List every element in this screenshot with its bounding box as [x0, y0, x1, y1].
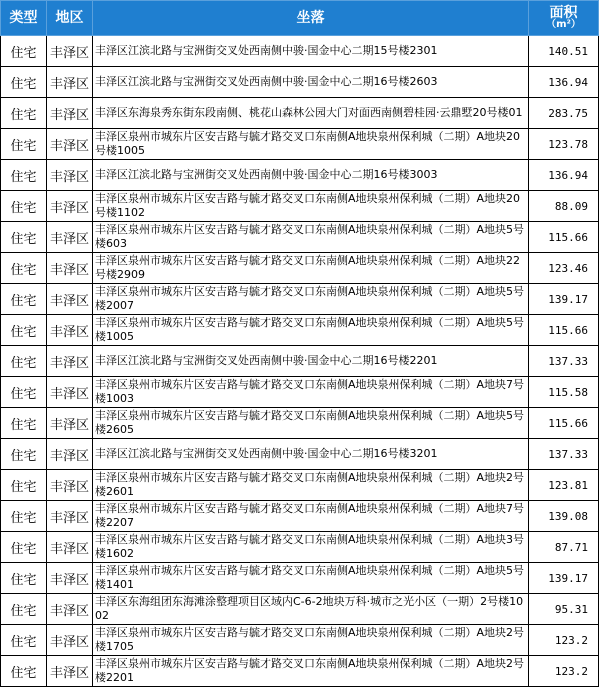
cell-type: 住宅 [1, 346, 47, 377]
header-area [529, 1, 599, 36]
cell-address: 丰泽区泉州市城东片区安吉路与毓才路交叉口东南侧A地块泉州保利城（二期）A地块3号楼1602 [93, 532, 529, 563]
cell-address: 丰泽区江滨北路与宝洲街交叉处西南侧中骏·国金中心二期16号楼3201 [93, 439, 529, 470]
cell-type: 住宅 [1, 253, 47, 284]
table-row [1, 501, 599, 532]
header-area-unit: （m²） [546, 19, 581, 30]
cell-address: 丰泽区东海组团东海滩涂整理项目区域内C-6-2地块万科·城市之光小区（一期）2号楼1002 [93, 594, 529, 625]
cell-area: 140.51 [529, 36, 599, 67]
cell-type: 住宅 [1, 656, 47, 687]
table-row [1, 284, 599, 315]
cell-type: 住宅 [1, 315, 47, 346]
cell-type: 住宅 [1, 501, 47, 532]
cell-type: 住宅 [1, 98, 47, 129]
cell-type: 住宅 [1, 377, 47, 408]
cell-district: 丰泽区 [47, 594, 93, 625]
cell-district: 丰泽区 [47, 129, 93, 160]
cell-type: 住宅 [1, 532, 47, 563]
table-row [1, 160, 599, 191]
table-row [1, 625, 599, 656]
cell-district: 丰泽区 [47, 408, 93, 439]
table-row [1, 98, 599, 129]
cell-district: 丰泽区 [47, 377, 93, 408]
cell-type: 住宅 [1, 625, 47, 656]
cell-type: 住宅 [1, 408, 47, 439]
table-row [1, 408, 599, 439]
cell-area: 123.78 [529, 129, 599, 160]
cell-area: 115.66 [529, 222, 599, 253]
table-header-row [1, 1, 599, 36]
cell-address: 丰泽区泉州市城东片区安吉路与毓才路交叉口东南侧A地块泉州保利城（二期）A地块20号楼1005 [93, 129, 529, 160]
cell-area: 136.94 [529, 67, 599, 98]
cell-area: 136.94 [529, 160, 599, 191]
table-body [1, 36, 599, 687]
cell-address: 丰泽区泉州市城东片区安吉路与毓才路交叉口东南侧A地块泉州保利城（二期）A地块5号楼2605 [93, 408, 529, 439]
cell-district: 丰泽区 [47, 67, 93, 98]
cell-type: 住宅 [1, 222, 47, 253]
cell-area: 137.33 [529, 346, 599, 377]
cell-district: 丰泽区 [47, 36, 93, 67]
cell-type: 住宅 [1, 191, 47, 222]
cell-district: 丰泽区 [47, 253, 93, 284]
cell-district: 丰泽区 [47, 470, 93, 501]
cell-area: 283.75 [529, 98, 599, 129]
cell-type: 住宅 [1, 470, 47, 501]
table-row [1, 129, 599, 160]
cell-area: 139.08 [529, 501, 599, 532]
table-row [1, 191, 599, 222]
cell-area: 137.33 [529, 439, 599, 470]
cell-area: 115.66 [529, 315, 599, 346]
header-type: 类型 [1, 1, 47, 36]
cell-type: 住宅 [1, 160, 47, 191]
cell-area: 115.58 [529, 377, 599, 408]
cell-area: 123.2 [529, 625, 599, 656]
cell-district: 丰泽区 [47, 191, 93, 222]
cell-district: 丰泽区 [47, 315, 93, 346]
cell-district: 丰泽区 [47, 439, 93, 470]
cell-address: 丰泽区泉州市城东片区安吉路与毓才路交叉口东南侧A地块泉州保利城（二期）A地块7号楼1003 [93, 377, 529, 408]
table-row [1, 36, 599, 67]
cell-type: 住宅 [1, 594, 47, 625]
cell-address: 丰泽区泉州市城东片区安吉路与毓才路交叉口东南侧A地块泉州保利城（二期）A地块2号楼2601 [93, 470, 529, 501]
table-row [1, 563, 599, 594]
table-row [1, 439, 599, 470]
cell-district: 丰泽区 [47, 160, 93, 191]
header-area-label: 面积 [549, 5, 578, 21]
header-address: 坐落 [93, 1, 529, 36]
table-row [1, 656, 599, 687]
cell-area: 139.17 [529, 563, 599, 594]
cell-area: 123.2 [529, 656, 599, 687]
table-row [1, 346, 599, 377]
cell-area: 88.09 [529, 191, 599, 222]
cell-area: 123.81 [529, 470, 599, 501]
cell-address: 丰泽区江滨北路与宝洲街交叉处西南侧中骏·国金中心二期16号楼3003 [93, 160, 529, 191]
cell-district: 丰泽区 [47, 563, 93, 594]
cell-address: 丰泽区江滨北路与宝洲街交叉处西南侧中骏·国金中心二期16号楼2201 [93, 346, 529, 377]
table-row [1, 253, 599, 284]
cell-district: 丰泽区 [47, 222, 93, 253]
cell-type: 住宅 [1, 67, 47, 98]
cell-district: 丰泽区 [47, 284, 93, 315]
cell-address: 丰泽区泉州市城东片区安吉路与毓才路交叉口东南侧A地块泉州保利城（二期）A地块22号楼2909 [93, 253, 529, 284]
cell-address: 丰泽区泉州市城东片区安吉路与毓才路交叉口东南侧A地块泉州保利城（二期）A地块5号楼2007 [93, 284, 529, 315]
cell-district: 丰泽区 [47, 625, 93, 656]
cell-district: 丰泽区 [47, 98, 93, 129]
table-row [1, 532, 599, 563]
cell-address: 丰泽区泉州市城东片区安吉路与毓才路交叉口东南侧A地块泉州保利城（二期）A地块5号楼603 [93, 222, 529, 253]
table-row [1, 594, 599, 625]
cell-address: 丰泽区江滨北路与宝洲街交叉处西南侧中骏·国金中心二期15号楼2301 [93, 36, 529, 67]
cell-type: 住宅 [1, 563, 47, 594]
cell-district: 丰泽区 [47, 346, 93, 377]
cell-area: 95.31 [529, 594, 599, 625]
cell-address: 丰泽区东海泉秀东街东段南侧、桃花山森林公园大门对面西南侧碧桂园·云鼎墅20号楼01 [93, 98, 529, 129]
cell-district: 丰泽区 [47, 501, 93, 532]
table-row [1, 315, 599, 346]
cell-address: 丰泽区泉州市城东片区安吉路与毓才路交叉口东南侧A地块泉州保利城（二期）A地块2号楼1705 [93, 625, 529, 656]
table-row [1, 470, 599, 501]
table-row [1, 222, 599, 253]
cell-area: 115.66 [529, 408, 599, 439]
cell-type: 住宅 [1, 439, 47, 470]
cell-address: 丰泽区泉州市城东片区安吉路与毓才路交叉口东南侧A地块泉州保利城（二期）A地块5号楼1401 [93, 563, 529, 594]
cell-address: 丰泽区江滨北路与宝洲街交叉处西南侧中骏·国金中心二期16号楼2603 [93, 67, 529, 98]
header-district: 地区 [47, 1, 93, 36]
cell-area: 139.17 [529, 284, 599, 315]
cell-address: 丰泽区泉州市城东片区安吉路与毓才路交叉口东南侧A地块泉州保利城（二期）A地块2号楼2201 [93, 656, 529, 687]
cell-district: 丰泽区 [47, 656, 93, 687]
cell-area: 123.46 [529, 253, 599, 284]
cell-type: 住宅 [1, 129, 47, 160]
cell-address: 丰泽区泉州市城东片区安吉路与毓才路交叉口东南侧A地块泉州保利城（二期）A地块20号楼1102 [93, 191, 529, 222]
cell-address: 丰泽区泉州市城东片区安吉路与毓才路交叉口东南侧A地块泉州保利城（二期）A地块5号楼1005 [93, 315, 529, 346]
cell-area: 87.71 [529, 532, 599, 563]
table-row [1, 377, 599, 408]
cell-type: 住宅 [1, 284, 47, 315]
cell-district: 丰泽区 [47, 532, 93, 563]
table-row [1, 67, 599, 98]
cell-type: 住宅 [1, 36, 47, 67]
cell-address: 丰泽区泉州市城东片区安吉路与毓才路交叉口东南侧A地块泉州保利城（二期）A地块7号楼2207 [93, 501, 529, 532]
